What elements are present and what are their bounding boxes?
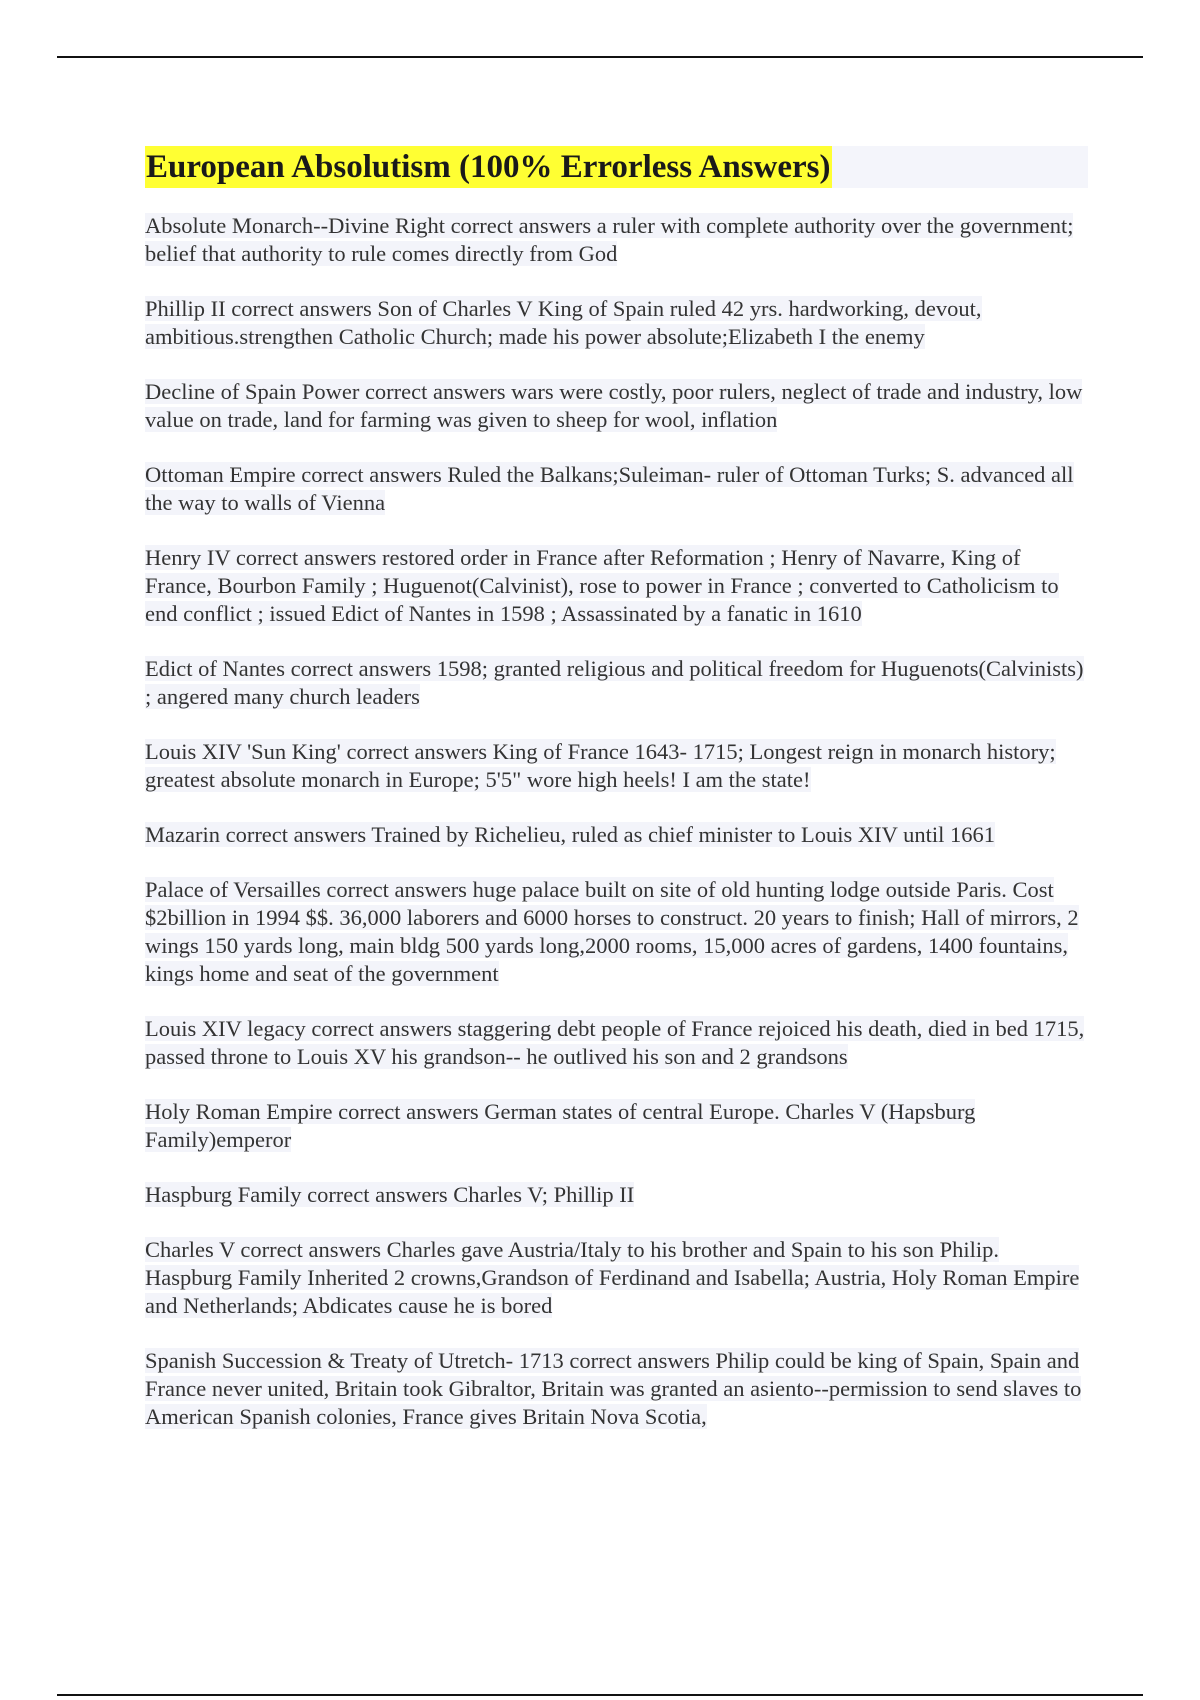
- bottom-rule: [57, 1694, 1143, 1696]
- entry-decline-of-spain: Decline of Spain Power correct answers wars were costly, poor rulers, neglect of trade and industry, low value on trade, land for farming was given to sheep for wool, inflation: [145, 379, 1083, 432]
- entry-holy-roman-empire: Holy Roman Empire correct answers German states of central Europe. Charles V (Hapsburg Family)emperor: [145, 1099, 976, 1152]
- document-title: European Absolutism (100% Errorless Answers): [145, 146, 832, 188]
- title-bar: [145, 146, 1088, 188]
- entry-edict-of-nantes: Edict of Nantes correct answers 1598; granted religious and political freedom for Huguenots(Calvinists) ; angered many church leaders: [145, 656, 1084, 709]
- entry-spanish-succession: Spanish Succession & Treaty of Utretch- 1713 correct answers Philip could be king of Spain, Spain and France never united, Britain took Gibraltor, Britain was granted an asiento--permission to send slaves to American Spanish colonies, France gives Britain Nova Scotia,: [145, 1348, 1082, 1429]
- entry-phillip-ii: Phillip II correct answers Son of Charles V King of Spain ruled 42 yrs. hardworking, devout, ambitious.strengthen Catholic Church; made his power absolute;Elizabeth I the enemy: [145, 296, 982, 349]
- entry-ottoman-empire: Ottoman Empire correct answers Ruled the Balkans;Suleiman- ruler of Ottoman Turks; S. advanced all the way to walls of Vienna: [145, 462, 1074, 515]
- entry-mazarin: Mazarin correct answers Trained by Richelieu, ruled as chief minister to Louis XIV until 1661: [145, 822, 996, 847]
- entry-haspburg-family: Haspburg Family correct answers Charles V; Phillip II: [145, 1182, 635, 1207]
- entry-palace-of-versailles: Palace of Versailles correct answers huge palace built on site of old hunting lodge outside Paris. Cost $2billion in 1994 $$. 36,000 laborers and 6000 horses to construct. 20 years to finish; Hall of mirrors, 2 wings 150 yards long, main bldg 500 yards long,2000 rooms, 15,000 acres of gardens, 1400 fountains, kings home and seat of the government: [145, 877, 1079, 986]
- entry-henry-iv: Henry IV correct answers restored order in France after Reformation ; Henry of Navarre, King of France, Bourbon Family ; Huguenot(Calvinist), rose to power in France ; converted to Catholicism to end conflict ; issued Edict of Nantes in 1598 ; Assassinated by a fanatic in 1610: [145, 545, 1059, 626]
- entry-louis-xiv: Louis XIV 'Sun King' correct answers King of France 1643- 1715; Longest reign in monarch history; greatest absolute monarch in Europe; 5'5" wore high heels! I am the state!: [145, 739, 1056, 792]
- entry-absolute-monarch: Absolute Monarch--Divine Right correct answers a ruler with complete authority over the government; belief that authority to rule comes directly from God: [145, 213, 1074, 266]
- entry-charles-v: Charles V correct answers Charles gave Austria/Italy to his brother and Spain to his son Philip. Haspburg Family Inherited 2 crowns,Grandson of Ferdinand and Isabella; Austria, Holy Roman Empire and Netherlands; Abdicates cause he is bored: [145, 1237, 1080, 1318]
- entry-louis-xiv-legacy: Louis XIV legacy correct answers staggering debt people of France rejoiced his death, died in bed 1715, passed throne to Louis XV his grandson-- he outlived his son and 2 grandsons: [145, 1016, 1085, 1069]
- document-body: [145, 146, 1090, 1458]
- top-rule: [57, 56, 1143, 58]
